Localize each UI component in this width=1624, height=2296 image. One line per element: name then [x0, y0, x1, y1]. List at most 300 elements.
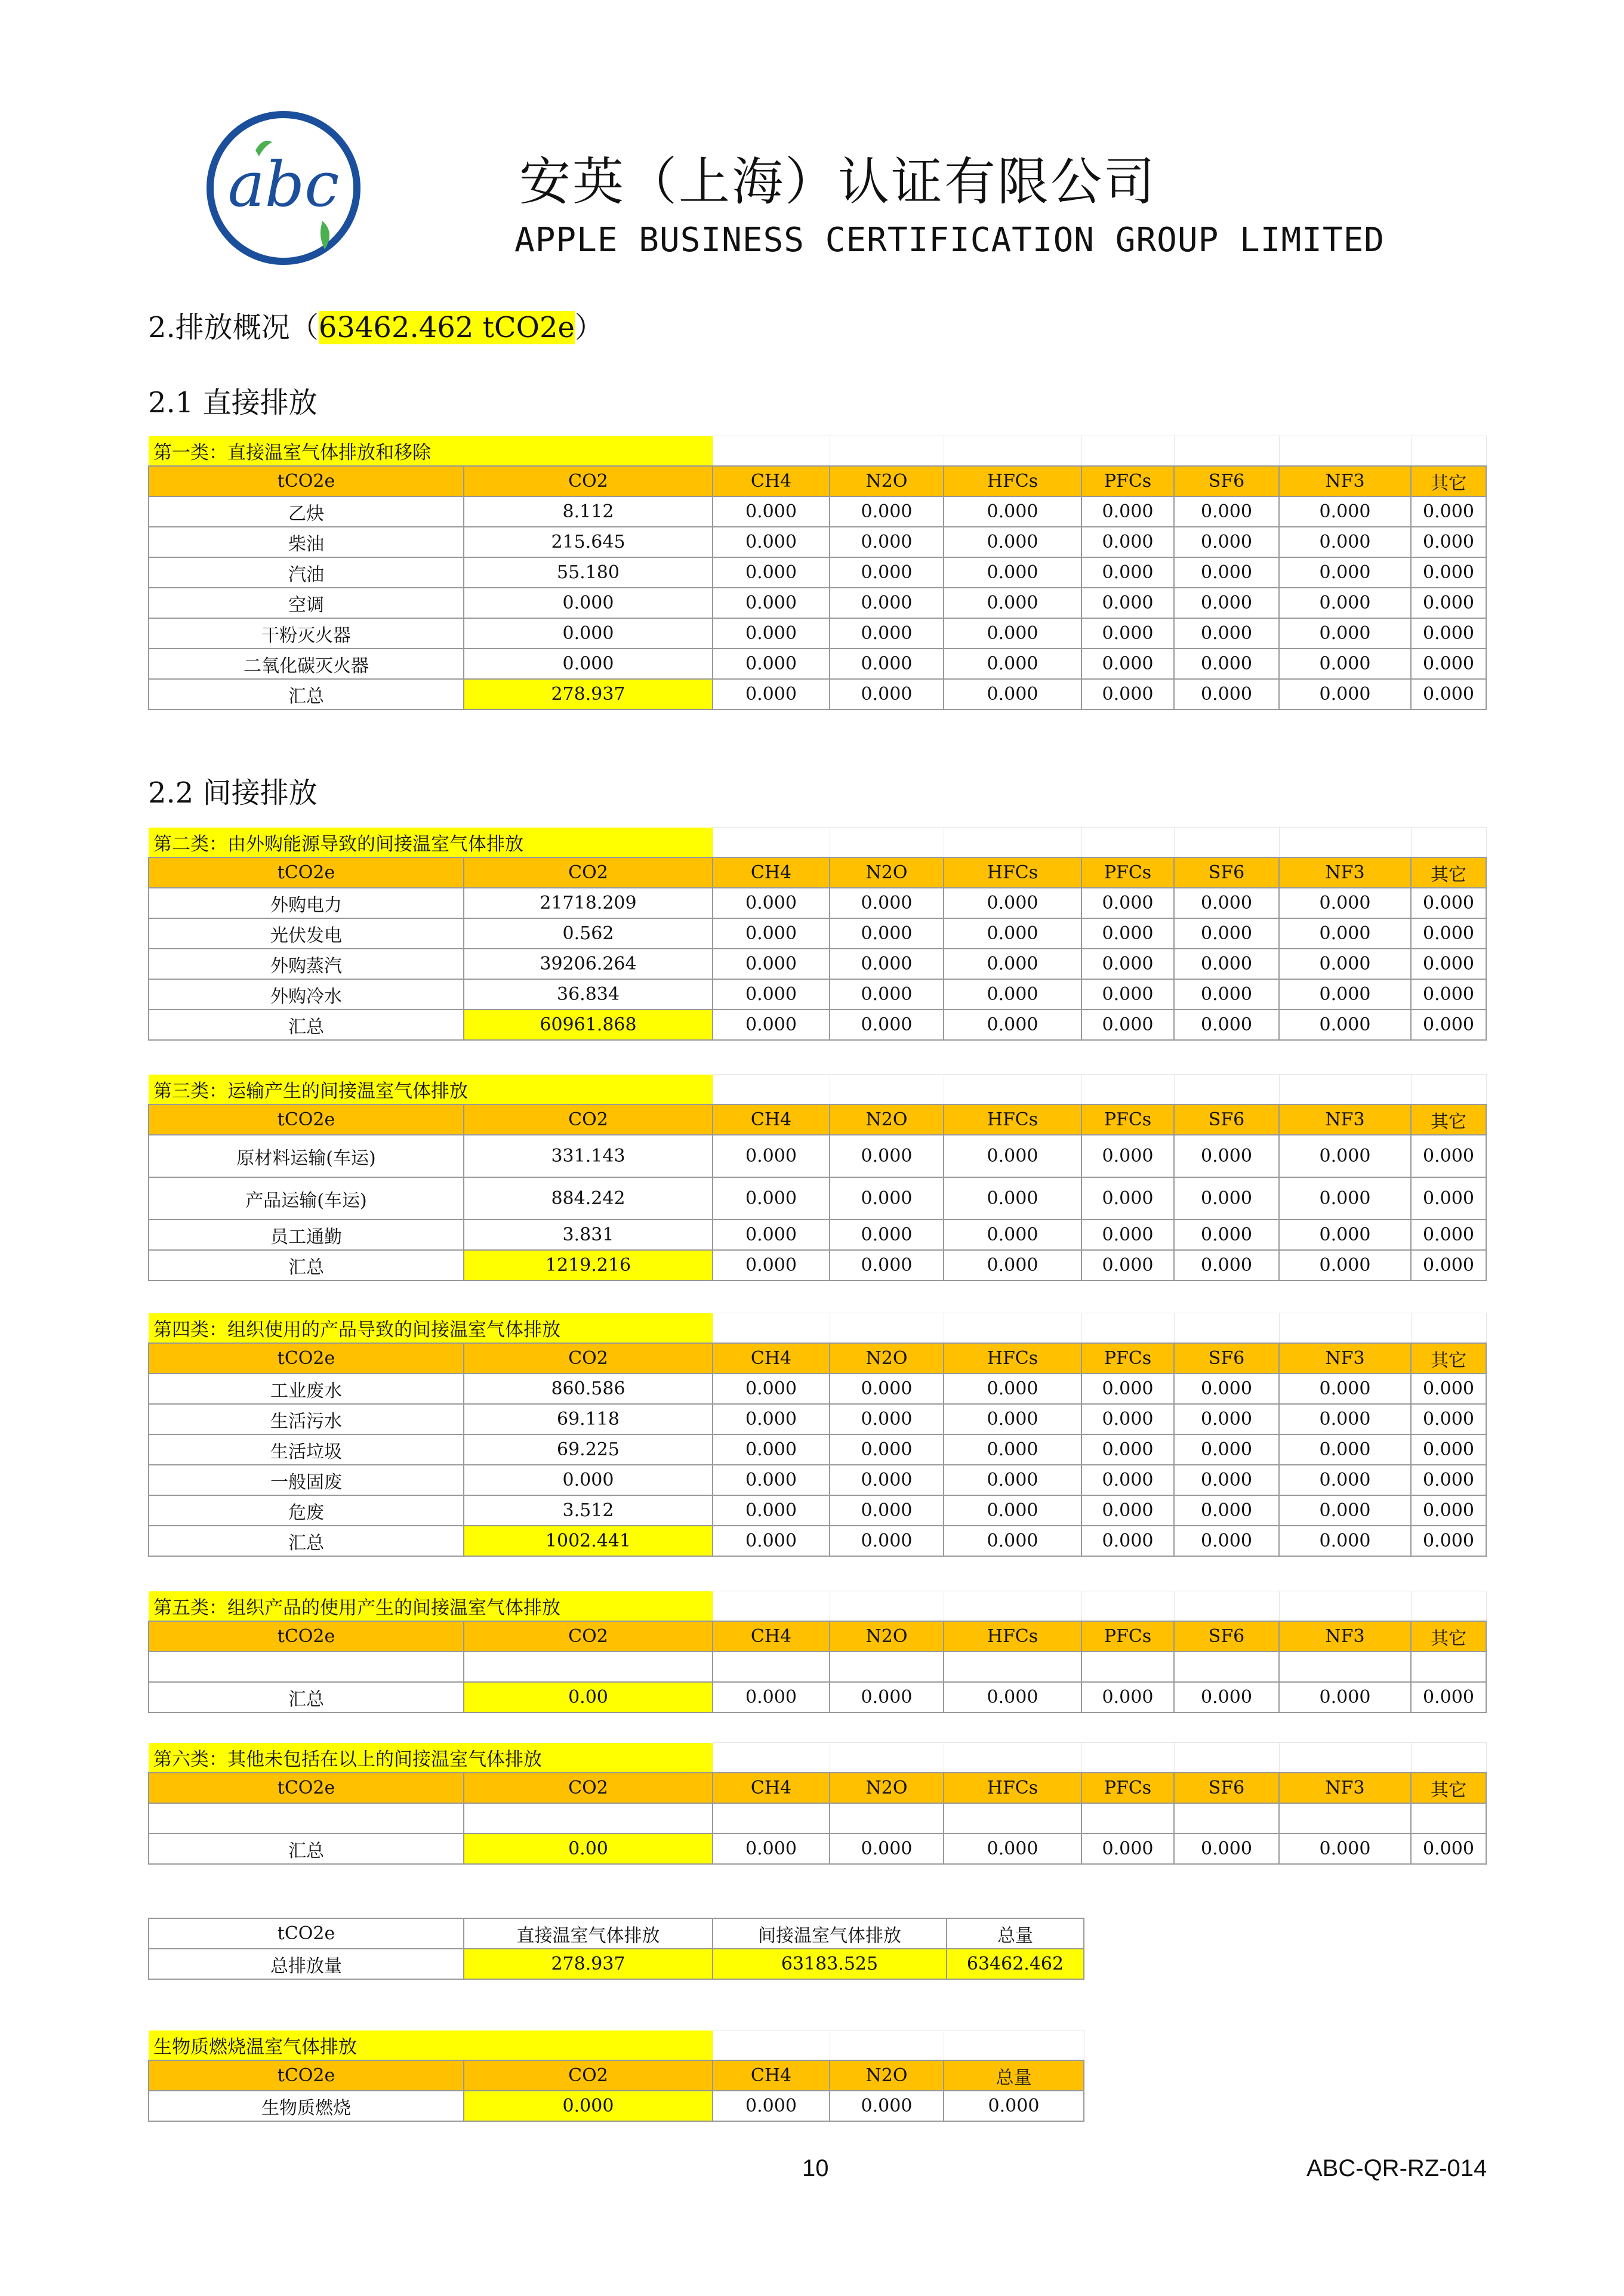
column-header: PFCs [1081, 1343, 1174, 1374]
section-2-1-heading: 2.1 直接排放 [148, 386, 318, 419]
column-header: SF6 [1174, 1773, 1279, 1803]
value-cell: 0.000 [713, 1135, 830, 1177]
value-cell: 0.000 [1081, 888, 1174, 918]
column-header: CH4 [713, 1104, 830, 1135]
value-cell: 0.000 [464, 649, 713, 679]
value-cell: 0.000 [1174, 1495, 1279, 1526]
blank-cell [944, 1743, 1081, 1773]
value-cell: 0.000 [830, 1526, 944, 1556]
blank-cell [713, 1313, 830, 1344]
total-co2: 60961.868 [464, 1010, 713, 1040]
value-cell: 39206.264 [464, 949, 713, 979]
blank-cell [1411, 1313, 1486, 1344]
header-row [149, 1343, 1486, 1374]
column-header: PFCs [1081, 1621, 1174, 1652]
value-cell: 0.000 [464, 588, 713, 618]
blank-cell [830, 1075, 944, 1105]
summary-header: tCO2e [149, 1918, 464, 1949]
total-label: 汇总 [149, 679, 464, 709]
section-2-2-heading: 2.2 间接排放 [148, 776, 318, 810]
header-row [149, 857, 1486, 888]
summary-row [149, 1949, 1084, 1979]
value-cell: 0.000 [1411, 1495, 1486, 1526]
value-cell: 0.000 [1411, 1526, 1486, 1556]
value-cell: 21718.209 [464, 888, 713, 918]
category-label-row [149, 1743, 1486, 1773]
value-cell: 0.000 [830, 496, 944, 527]
row-label: 生物质燃烧 [149, 2091, 464, 2121]
empty-cell [713, 1652, 830, 1682]
column-header: SF6 [1174, 857, 1279, 888]
total-label: 汇总 [149, 1526, 464, 1556]
value-cell: 0.000 [713, 979, 830, 1010]
value-cell: 0.000 [713, 1220, 830, 1250]
blank-cell [1174, 1313, 1279, 1344]
company-name-en: APPLE BUSINESS CERTIFICATION GROUP LIMITED [514, 221, 1385, 260]
blank-cell [1081, 1743, 1174, 1773]
value-cell: 0.000 [1279, 496, 1411, 527]
value-cell: 0.000 [713, 618, 830, 649]
column-header: N2O [830, 466, 944, 496]
value-cell: 0.000 [713, 1465, 830, 1495]
total-label: 汇总 [149, 1682, 464, 1712]
value-cell: 0.000 [944, 1495, 1081, 1526]
value-cell: 0.000 [1411, 888, 1486, 918]
value-cell: 0.000 [464, 2091, 713, 2121]
row-label: 外购蒸汽 [149, 949, 464, 979]
value-cell: 0.000 [1174, 1526, 1279, 1556]
value-cell: 0.000 [1081, 1682, 1174, 1712]
value-cell: 0.000 [944, 679, 1081, 709]
data-row [149, 557, 1486, 588]
header-row [149, 2060, 1084, 2091]
value-cell: 0.000 [944, 1135, 1081, 1177]
value-cell: 0.000 [944, 1682, 1081, 1712]
column-header: CO2 [464, 2060, 713, 2091]
cat4-table [148, 1313, 1487, 1557]
column-header: SF6 [1174, 1104, 1279, 1135]
value-cell: 0.000 [1279, 1465, 1411, 1495]
value-cell: 0.000 [1174, 1010, 1279, 1040]
value-cell: 0.000 [1279, 949, 1411, 979]
total-row [149, 1010, 1486, 1040]
total-label: 汇总 [149, 1250, 464, 1280]
column-header: CH4 [713, 2060, 830, 2091]
value-cell: 0.000 [1279, 1177, 1411, 1220]
value-cell: 0.000 [1411, 1374, 1486, 1404]
column-header: HFCs [944, 1104, 1081, 1135]
value-cell: 0.000 [1279, 918, 1411, 949]
column-header: tCO2e [149, 857, 464, 888]
blank-cell [1081, 1313, 1174, 1344]
value-cell: 0.000 [713, 1177, 830, 1220]
value-cell: 0.000 [1279, 1250, 1411, 1280]
value-cell: 0.000 [1081, 1374, 1174, 1404]
category-label-row [149, 1313, 1486, 1344]
value-cell: 0.000 [830, 918, 944, 949]
total-row [149, 1250, 1486, 1280]
row-label: 外购冷水 [149, 979, 464, 1010]
value-cell: 0.000 [713, 918, 830, 949]
value-cell: 0.000 [713, 1495, 830, 1526]
value-cell: 0.000 [713, 1434, 830, 1465]
value-cell: 0.000 [713, 949, 830, 979]
value-cell: 0.000 [830, 1465, 944, 1495]
column-header: HFCs [944, 857, 1081, 888]
column-header: HFCs [944, 1343, 1081, 1374]
column-header: PFCs [1081, 466, 1174, 496]
column-header: 其它 [1411, 1621, 1486, 1652]
value-cell: 0.000 [1411, 1404, 1486, 1434]
value-cell: 0.000 [830, 1404, 944, 1434]
value-cell: 0.000 [830, 1177, 944, 1220]
value-cell: 0.000 [713, 1010, 830, 1040]
category-label-row [149, 1591, 1486, 1622]
value-cell: 0.000 [1279, 527, 1411, 557]
blank-cell [1174, 828, 1279, 858]
data-row [149, 1404, 1486, 1434]
column-header: HFCs [944, 1621, 1081, 1652]
value-cell: 0.000 [713, 2091, 830, 2121]
column-header: 其它 [1411, 1104, 1486, 1135]
column-header: N2O [830, 1104, 944, 1135]
value-cell: 0.000 [1411, 679, 1486, 709]
value-cell: 0.000 [830, 1220, 944, 1250]
row-label: 一般固废 [149, 1465, 464, 1495]
value-cell: 0.000 [1174, 1135, 1279, 1177]
category-label-row [149, 436, 1486, 467]
value-cell: 0.000 [1081, 1250, 1174, 1280]
total-label: 汇总 [149, 1010, 464, 1040]
row-label: 工业废水 [149, 1374, 464, 1404]
value-cell: 3.512 [464, 1495, 713, 1526]
biomass-table [148, 2030, 1084, 2122]
data-row [149, 1495, 1486, 1526]
value-cell: 0.000 [944, 1465, 1081, 1495]
value-cell: 69.225 [464, 1434, 713, 1465]
value-cell: 0.000 [1174, 979, 1279, 1010]
value-cell: 0.000 [1081, 1495, 1174, 1526]
value-cell: 0.000 [1279, 1434, 1411, 1465]
data-row [149, 649, 1486, 679]
column-header: CO2 [464, 1621, 713, 1652]
category-label-row [149, 1075, 1486, 1105]
column-header: 其它 [1411, 466, 1486, 496]
column-header: PFCs [1081, 1104, 1174, 1135]
value-cell: 860.586 [464, 1374, 713, 1404]
page-number: 10 [802, 2155, 829, 2181]
total-co2: 278.937 [464, 679, 713, 709]
category-label: 第三类：运输产生的间接温室气体排放 [149, 1075, 713, 1105]
value-cell: 0.000 [944, 949, 1081, 979]
value-cell: 0.000 [1174, 1177, 1279, 1220]
value-cell: 0.000 [1411, 1220, 1486, 1250]
total-emission-highlight: 63462.462 tCO2e [318, 311, 575, 344]
empty-cell [464, 1652, 713, 1682]
value-cell: 0.000 [1081, 1434, 1174, 1465]
value-cell: 0.000 [1081, 1135, 1174, 1177]
blank-cell [713, 1075, 830, 1105]
blank-cell [1279, 1313, 1411, 1344]
value-cell: 0.000 [1174, 1250, 1279, 1280]
row-label: 柴油 [149, 527, 464, 557]
category-label-row [149, 2030, 1084, 2061]
column-header: tCO2e [149, 466, 464, 496]
value-cell: 0.000 [713, 1526, 830, 1556]
empty-cell [1081, 1652, 1174, 1682]
cat5-table [148, 1591, 1487, 1713]
value-cell: 0.000 [944, 1220, 1081, 1250]
blank-cell [944, 436, 1081, 467]
value-cell: 0.000 [1411, 588, 1486, 618]
row-label: 干粉灭火器 [149, 618, 464, 649]
value-cell: 0.000 [1411, 1434, 1486, 1465]
value-cell: 0.000 [1174, 618, 1279, 649]
blank-cell [1174, 1591, 1279, 1622]
column-header: CO2 [464, 1343, 713, 1374]
column-header: PFCs [1081, 857, 1174, 888]
total-co2: 1002.441 [464, 1526, 713, 1556]
value-cell: 0.000 [944, 527, 1081, 557]
value-cell: 0.000 [1081, 1526, 1174, 1556]
value-cell: 0.000 [1081, 588, 1174, 618]
blank-cell [713, 436, 830, 467]
header-row [149, 1104, 1486, 1135]
summary-value: 63462.462 [947, 1949, 1084, 1979]
section-2-heading: 2.排放概况（63462.462 tCO2e） [148, 311, 603, 344]
blank-cell [1279, 828, 1411, 858]
value-cell: 0.000 [1411, 618, 1486, 649]
value-cell: 0.000 [1279, 888, 1411, 918]
blank-cell [1081, 828, 1174, 858]
blank-cell [1279, 1075, 1411, 1105]
value-cell: 0.000 [1411, 979, 1486, 1010]
row-label: 外购电力 [149, 888, 464, 918]
column-header: 其它 [1411, 857, 1486, 888]
empty-cell [1411, 1652, 1486, 1682]
column-header: tCO2e [149, 1621, 464, 1652]
value-cell: 0.000 [944, 1434, 1081, 1465]
blank-cell [830, 1313, 944, 1344]
column-header: N2O [830, 1621, 944, 1652]
value-cell: 0.000 [830, 618, 944, 649]
header-row [149, 1773, 1486, 1803]
value-cell: 0.000 [1279, 557, 1411, 588]
blank-cell [1174, 1743, 1279, 1773]
value-cell: 0.000 [713, 1404, 830, 1434]
value-cell: 0.000 [1081, 649, 1174, 679]
summary-header: 直接温室气体排放 [464, 1918, 713, 1949]
company-name-cn: 安英（上海）认证有限公司 [519, 152, 1157, 212]
total-row [149, 1682, 1486, 1712]
header-row [149, 1621, 1486, 1652]
value-cell: 0.000 [944, 618, 1081, 649]
summary-value: 63183.525 [713, 1949, 947, 1979]
column-header: SF6 [1174, 466, 1279, 496]
column-header: tCO2e [149, 2060, 464, 2091]
value-cell: 0.000 [1411, 1177, 1486, 1220]
category-label: 第一类：直接温室气体排放和移除 [149, 436, 713, 467]
value-cell: 0.000 [830, 527, 944, 557]
value-cell: 0.000 [713, 1682, 830, 1712]
blank-cell [1081, 436, 1174, 467]
value-cell: 0.000 [1279, 1526, 1411, 1556]
data-row [149, 496, 1486, 527]
value-cell: 884.242 [464, 1177, 713, 1220]
value-cell: 0.000 [830, 679, 944, 709]
value-cell: 0.000 [713, 888, 830, 918]
blank-cell [1174, 436, 1279, 467]
blank-cell [944, 2030, 1084, 2061]
value-cell: 0.000 [830, 2091, 944, 2121]
value-cell: 0.000 [1411, 1250, 1486, 1280]
blank-cell [944, 1313, 1081, 1344]
category-label-row [149, 828, 1486, 858]
value-cell: 331.143 [464, 1135, 713, 1177]
value-cell: 0.000 [1279, 649, 1411, 679]
blank-cell [1411, 1743, 1486, 1773]
total-row [149, 1526, 1486, 1556]
value-cell: 0.000 [464, 1465, 713, 1495]
value-cell: 0.000 [713, 649, 830, 679]
empty-row [149, 1652, 1486, 1682]
value-cell: 0.000 [1081, 949, 1174, 979]
summary-value: 278.937 [464, 1949, 713, 1979]
empty-cell [1081, 1803, 1174, 1834]
empty-cell [713, 1803, 830, 1834]
column-header: CH4 [713, 466, 830, 496]
total-co2: 1219.216 [464, 1250, 713, 1280]
data-row [149, 1220, 1486, 1250]
blank-cell [713, 1591, 830, 1622]
column-header: tCO2e [149, 1773, 464, 1803]
empty-cell [830, 1803, 944, 1834]
value-cell: 0.000 [1411, 1682, 1486, 1712]
value-cell: 0.000 [1411, 949, 1486, 979]
value-cell: 0.562 [464, 918, 713, 949]
row-label: 危废 [149, 1495, 464, 1526]
value-cell: 0.000 [944, 918, 1081, 949]
value-cell: 55.180 [464, 557, 713, 588]
empty-cell [944, 1803, 1081, 1834]
total-label: 汇总 [149, 1834, 464, 1864]
value-cell: 0.000 [1174, 679, 1279, 709]
column-header: CH4 [713, 1343, 830, 1374]
value-cell: 0.000 [830, 1434, 944, 1465]
category-label: 第五类：组织产品的使用产生的间接温室气体排放 [149, 1591, 713, 1622]
column-header: CO2 [464, 857, 713, 888]
value-cell: 0.000 [944, 2091, 1084, 2121]
value-cell: 0.000 [1174, 649, 1279, 679]
column-header: SF6 [1174, 1621, 1279, 1652]
row-label: 产品运输(车运) [149, 1177, 464, 1220]
column-header: 其它 [1411, 1773, 1486, 1803]
blank-cell [944, 828, 1081, 858]
value-cell: 0.000 [944, 496, 1081, 527]
row-label: 汽油 [149, 557, 464, 588]
value-cell: 0.000 [1081, 1177, 1174, 1220]
column-header: NF3 [1279, 857, 1411, 888]
blank-cell [944, 1591, 1081, 1622]
data-row [149, 1465, 1486, 1495]
value-cell: 0.000 [944, 1834, 1081, 1864]
row-label: 乙炔 [149, 496, 464, 527]
blank-cell [830, 2030, 944, 2061]
value-cell: 0.000 [830, 649, 944, 679]
column-header: N2O [830, 2060, 944, 2091]
value-cell: 0.000 [944, 1374, 1081, 1404]
total-co2: 0.00 [464, 1682, 713, 1712]
blank-cell [1411, 828, 1486, 858]
row-label: 空调 [149, 588, 464, 618]
blank-cell [830, 1591, 944, 1622]
value-cell: 0.000 [830, 1135, 944, 1177]
data-row [149, 588, 1486, 618]
column-header: NF3 [1279, 1104, 1411, 1135]
value-cell: 36.834 [464, 979, 713, 1010]
blank-cell [713, 1743, 830, 1773]
blank-cell [830, 436, 944, 467]
summary-header: 间接温室气体排放 [713, 1918, 947, 1949]
category-label: 第二类：由外购能源导致的间接温室气体排放 [149, 828, 713, 858]
category-label: 生物质燃烧温室气体排放 [149, 2030, 713, 2061]
value-cell: 0.000 [1174, 1834, 1279, 1864]
row-label: 员工通勤 [149, 1220, 464, 1250]
value-cell: 0.000 [1174, 557, 1279, 588]
value-cell: 0.000 [1411, 649, 1486, 679]
value-cell: 0.000 [713, 1250, 830, 1280]
row-label: 光伏发电 [149, 918, 464, 949]
value-cell: 0.000 [944, 1250, 1081, 1280]
value-cell: 0.000 [1279, 1135, 1411, 1177]
empty-cell [1279, 1652, 1411, 1682]
blank-cell [1279, 1591, 1411, 1622]
empty-cell [1279, 1803, 1411, 1834]
value-cell: 0.000 [713, 1834, 830, 1864]
column-header: CO2 [464, 1104, 713, 1135]
value-cell: 0.000 [944, 649, 1081, 679]
value-cell: 0.000 [1081, 1404, 1174, 1434]
value-cell: 0.000 [830, 1010, 944, 1040]
value-cell: 0.000 [1279, 1220, 1411, 1250]
column-header: 总量 [944, 2060, 1084, 2091]
value-cell: 0.000 [830, 557, 944, 588]
empty-cell [149, 1652, 464, 1682]
column-header: HFCs [944, 1773, 1081, 1803]
value-cell: 0.000 [1279, 1010, 1411, 1040]
value-cell: 215.645 [464, 527, 713, 557]
value-cell: 0.000 [1081, 679, 1174, 709]
column-header: N2O [830, 857, 944, 888]
data-row [149, 918, 1486, 949]
value-cell: 0.000 [1411, 527, 1486, 557]
value-cell: 0.000 [944, 888, 1081, 918]
value-cell: 0.000 [713, 588, 830, 618]
value-cell: 0.000 [1279, 1834, 1411, 1864]
column-header: HFCs [944, 466, 1081, 496]
value-cell: 0.000 [1279, 1374, 1411, 1404]
value-cell: 0.000 [1279, 1682, 1411, 1712]
value-cell: 0.000 [830, 888, 944, 918]
empty-cell [149, 1803, 464, 1834]
data-row [149, 527, 1486, 557]
value-cell: 0.000 [1174, 918, 1279, 949]
value-cell: 0.000 [1411, 557, 1486, 588]
column-header: NF3 [1279, 1773, 1411, 1803]
blank-cell [830, 1743, 944, 1773]
value-cell: 0.000 [830, 979, 944, 1010]
blank-cell [830, 828, 944, 858]
